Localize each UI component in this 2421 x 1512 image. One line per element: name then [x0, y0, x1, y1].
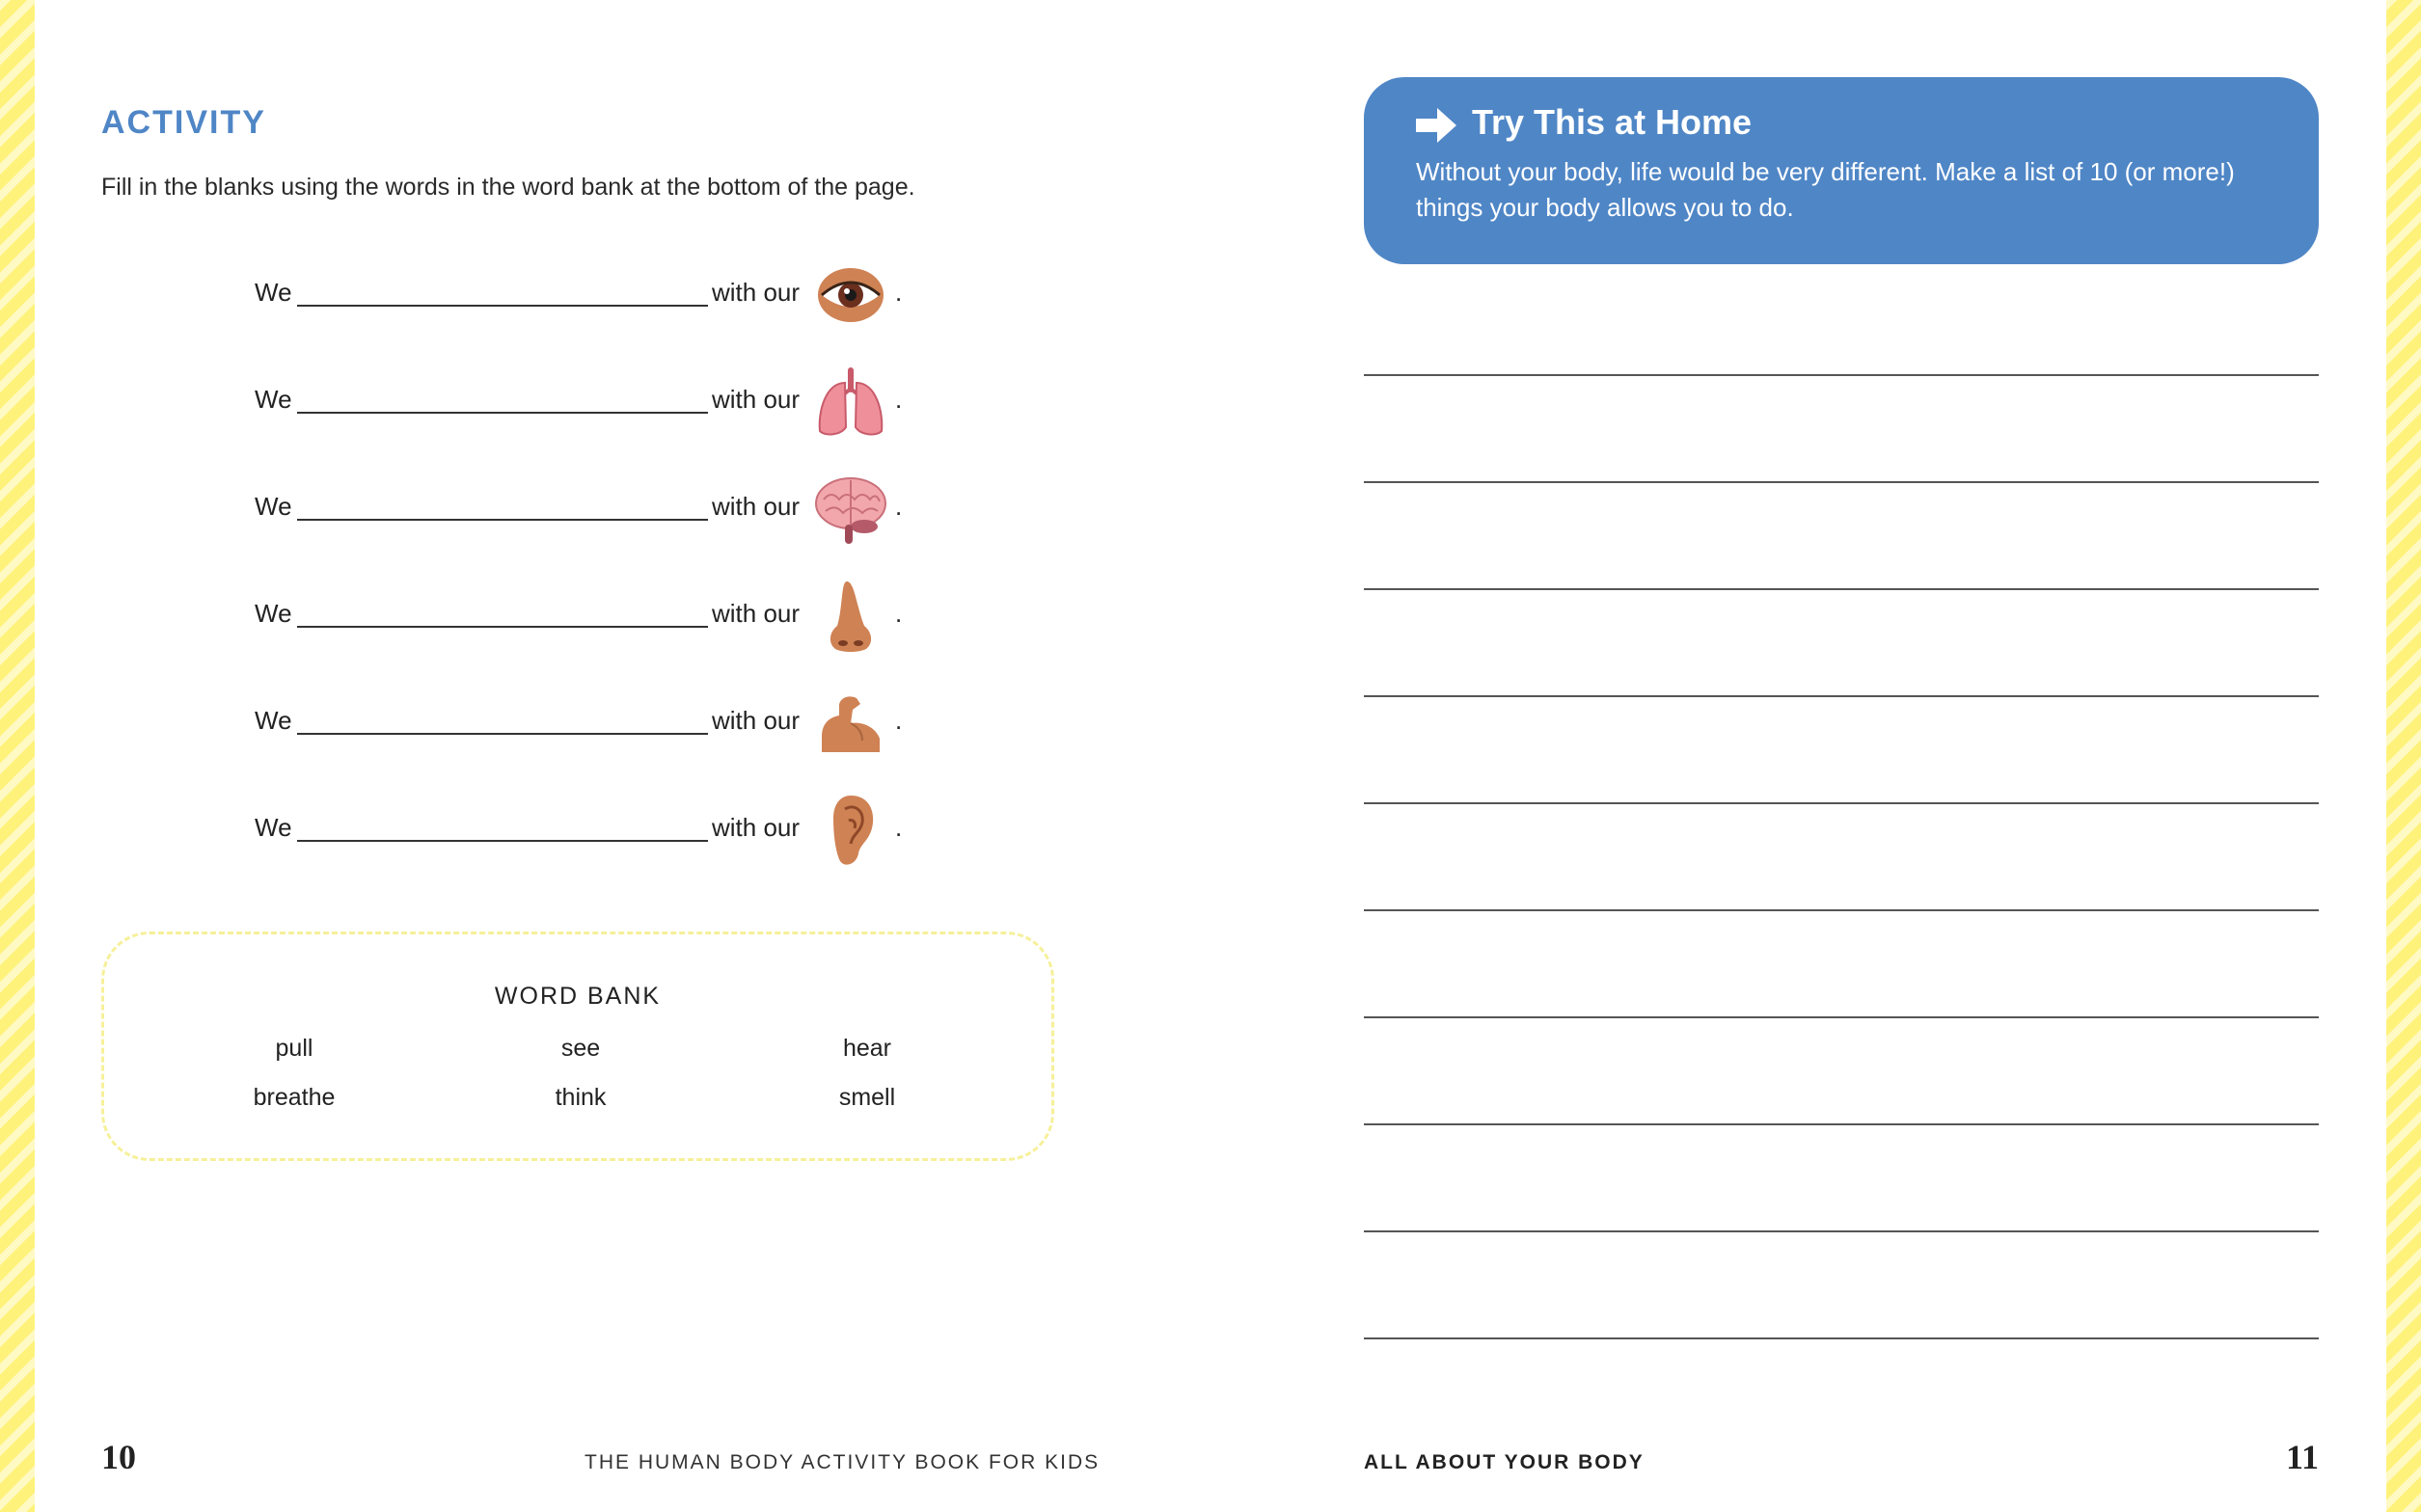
- answer-line[interactable]: [1364, 1337, 2319, 1339]
- answer-line[interactable]: [1364, 1230, 2319, 1232]
- callout-body: Without your body, life would be very different. Make a list of 10 (or more!) things your body allows you to do.: [1416, 157, 2235, 222]
- word-bank-word: think: [555, 1084, 607, 1111]
- right-decorative-border: [2386, 0, 2421, 1512]
- sentence-middle: with our: [712, 706, 801, 735]
- answer-blank[interactable]: [297, 733, 708, 735]
- word-bank-word: see: [560, 1035, 601, 1062]
- sentence-nose: [255, 578, 911, 655]
- answer-blank[interactable]: [297, 840, 708, 842]
- sentence-middle: with our: [712, 385, 801, 414]
- sentence-start: We: [255, 278, 292, 307]
- try-this-at-home-callout: [1364, 77, 2319, 264]
- sentence-start: We: [255, 492, 292, 521]
- activity-instructions: Fill in the blanks using the words in the word bank at the bottom of the page.: [101, 174, 915, 201]
- arrow-right-icon: [1414, 106, 1458, 145]
- answer-line[interactable]: [1364, 695, 2319, 697]
- sentence-arm: [255, 685, 911, 762]
- answer-line[interactable]: [1364, 481, 2319, 483]
- brain-icon: [812, 471, 889, 548]
- page-number-left: 10: [101, 1438, 136, 1476]
- sentence-end: .: [895, 278, 903, 307]
- flexed-arm-icon: [812, 685, 889, 762]
- sentence-eye: [255, 256, 911, 334]
- sentence-middle: with our: [712, 278, 801, 307]
- answer-blank[interactable]: [297, 305, 708, 307]
- sentence-start: We: [255, 813, 292, 842]
- answer-line[interactable]: [1364, 1016, 2319, 1018]
- sentence-end: .: [895, 599, 903, 628]
- sentence-lungs: [255, 364, 911, 441]
- callout-title: Try This at Home: [1472, 102, 1753, 142]
- word-bank-word: breathe: [253, 1084, 336, 1111]
- word-bank: [101, 932, 1054, 1161]
- sentence-middle: with our: [712, 599, 801, 628]
- sentence-brain: [255, 471, 911, 548]
- word-bank-word: smell: [838, 1084, 896, 1111]
- sentence-start: We: [255, 706, 292, 735]
- word-bank-title: WORD BANK: [494, 983, 662, 1010]
- ear-icon: [812, 792, 889, 869]
- answer-blank[interactable]: [297, 519, 708, 521]
- left-decorative-border: [0, 0, 35, 1512]
- eye-icon: [812, 256, 889, 334]
- answer-line[interactable]: [1364, 802, 2319, 804]
- sentence-end: .: [895, 492, 903, 521]
- activity-heading: ACTIVITY: [101, 104, 266, 141]
- sentence-middle: with our: [712, 813, 801, 842]
- sentence-end: .: [895, 385, 903, 414]
- section-name-footer: ALL ABOUT YOUR BODY: [1364, 1451, 1645, 1473]
- sentence-start: We: [255, 599, 292, 628]
- answer-blank[interactable]: [297, 412, 708, 414]
- answer-line[interactable]: [1364, 1123, 2319, 1125]
- answer-line[interactable]: [1364, 909, 2319, 911]
- page-number-right: 11: [2285, 1438, 2319, 1476]
- sentence-start: We: [255, 385, 292, 414]
- sentence-middle: with our: [712, 492, 801, 521]
- answer-blank[interactable]: [297, 626, 708, 628]
- book-title-footer: THE HUMAN BODY ACTIVITY BOOK FOR KIDS: [585, 1451, 1101, 1473]
- sentence-ear: [255, 792, 911, 869]
- word-bank-word: pull: [275, 1035, 313, 1062]
- word-bank-word: hear: [842, 1035, 892, 1062]
- lungs-icon: [812, 364, 889, 441]
- answer-line[interactable]: [1364, 588, 2319, 590]
- answer-line[interactable]: [1364, 374, 2319, 376]
- sentence-end: .: [895, 813, 903, 842]
- nose-icon: [812, 578, 889, 655]
- sentence-end: .: [895, 706, 903, 735]
